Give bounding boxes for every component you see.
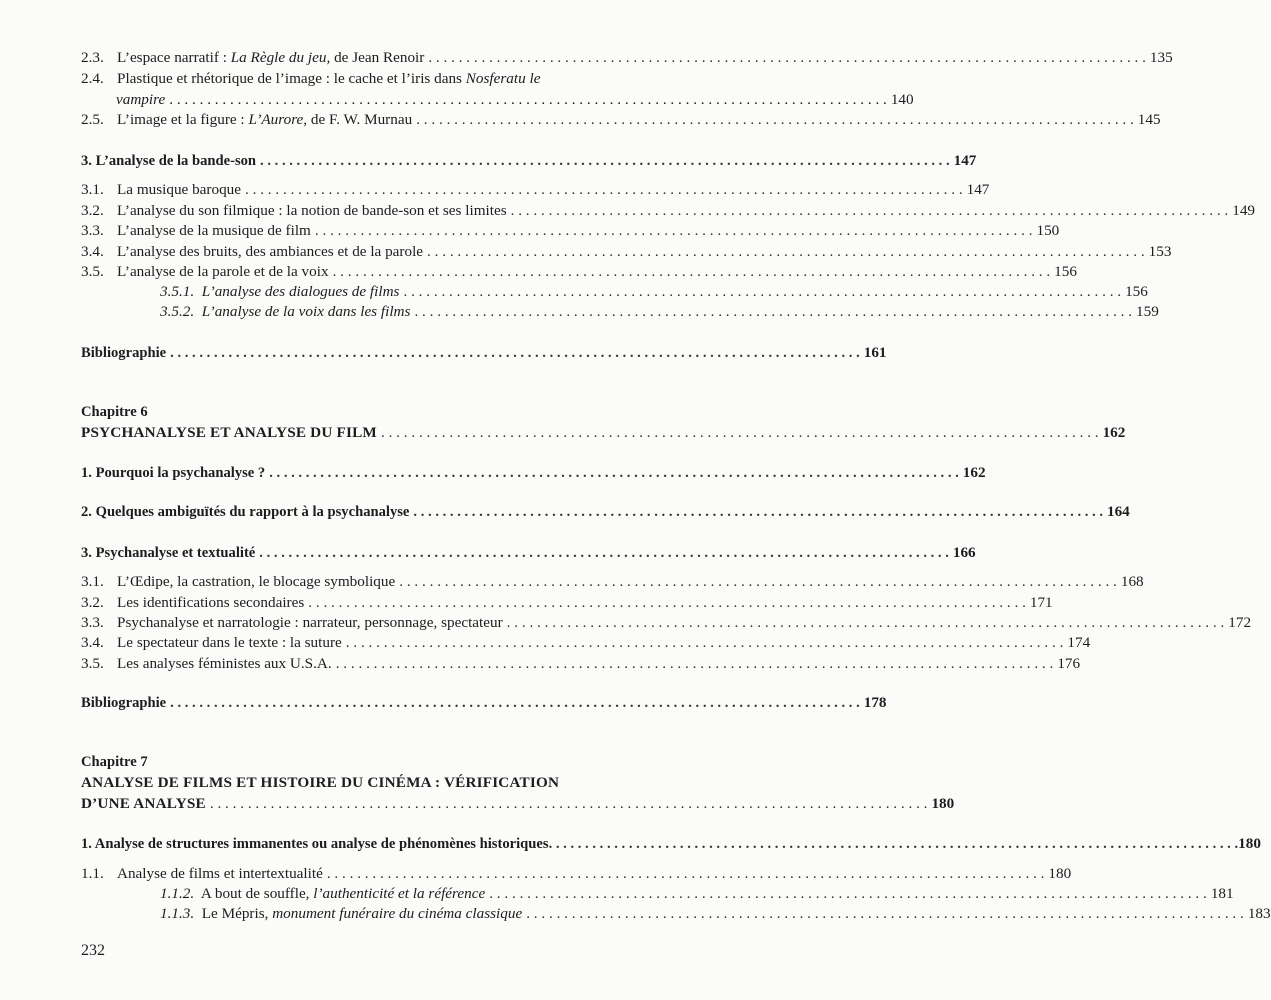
leader-dots xyxy=(511,201,1229,221)
toc-entry-3-4 xyxy=(81,242,1172,262)
page-ref: 140 xyxy=(890,91,914,108)
entry-text: 3.5.2. L’analyse de la voix dans les films xyxy=(160,303,411,320)
section-title: 2. Quelques ambiguïtés du rapport à la psychanalyse xyxy=(81,504,410,520)
page-ref: 178 xyxy=(863,694,887,711)
page-ref: 164 xyxy=(1106,503,1130,520)
entry-text: La musique baroque xyxy=(117,181,241,198)
entry-number: 3.3. xyxy=(81,614,104,631)
leader-dots xyxy=(269,463,959,483)
leader-dots xyxy=(403,282,1121,302)
leader-dots xyxy=(489,884,1207,904)
page-number: 232 xyxy=(81,942,105,959)
page-ref: 162 xyxy=(962,464,986,481)
page-ref: 166 xyxy=(952,544,976,561)
film-title: Le Mépris, xyxy=(194,905,273,922)
section-title: 3. L’analyse de la bande-son xyxy=(81,153,257,169)
toc-entry-6-3-4 xyxy=(81,633,1091,653)
leader-dots xyxy=(381,423,1099,443)
page-ref: 180 xyxy=(1238,835,1261,852)
leader-dots xyxy=(399,572,1117,592)
section-title: Bibliographie xyxy=(81,695,167,711)
entry-number: 2.5. xyxy=(81,111,104,128)
leader-dots xyxy=(414,302,1132,322)
film-title: Nosferatu le xyxy=(465,70,541,87)
chapter-7-label: Chapitre 7 xyxy=(81,754,148,770)
page-ref: 174 xyxy=(1067,634,1091,651)
entry-number: 2.3. xyxy=(81,49,104,66)
page-ref: 150 xyxy=(1036,222,1060,239)
chapter-6-heading xyxy=(81,423,1126,443)
toc-bibliography-5 xyxy=(81,343,887,363)
leader-dots xyxy=(333,262,1051,282)
page-ref: 162 xyxy=(1102,424,1126,441)
page-ref: 183 xyxy=(1247,905,1271,922)
entry-text: L’analyse de la musique de film xyxy=(117,222,311,239)
leader-dots xyxy=(327,864,1045,884)
leader-dots xyxy=(315,221,1033,241)
leader-dots xyxy=(210,794,928,814)
entry-text: L’analyse des bruits, des ambiances et de la parole xyxy=(117,243,424,260)
toc-entry-6-3-1 xyxy=(81,572,1144,592)
entry-text: Le spectateur dans le texte : la suture xyxy=(117,634,342,651)
leader-dots xyxy=(170,343,860,363)
page-ref: 145 xyxy=(1137,111,1161,128)
entry-number: 3.5. xyxy=(81,655,104,672)
toc-entry-3-2 xyxy=(81,201,1255,221)
leader-dots xyxy=(427,242,1145,262)
toc-entry-3-5 xyxy=(81,262,1077,282)
film-title: A bout de souffle, xyxy=(194,885,314,902)
toc-entry-2-4-continued xyxy=(116,90,914,110)
entry-number: 3.4. xyxy=(81,243,104,260)
page-ref: 147 xyxy=(966,181,990,198)
leader-dots xyxy=(308,593,1026,613)
leader-dots xyxy=(346,633,1064,653)
page-ref: 153 xyxy=(1148,243,1172,260)
toc-entry-7-1-1-2 xyxy=(160,884,1234,904)
chapter-title-line-2: D’UNE ANALYSE xyxy=(81,795,206,812)
entry-number: 1.1.3. xyxy=(160,905,195,922)
entry-text-end: de F. W. Murnau xyxy=(307,111,413,128)
toc-entry-7-1-1-3 xyxy=(160,904,1271,924)
toc-entry-3-3 xyxy=(81,221,1060,241)
film-title: L’Aurore, xyxy=(248,111,308,128)
toc-entry-3-5-1 xyxy=(160,282,1148,302)
entry-text: L’image et la figure : xyxy=(117,111,249,128)
page-ref: 168 xyxy=(1120,573,1144,590)
toc-entry-3-5-2 xyxy=(160,302,1159,322)
entry-text: L’espace narratif : xyxy=(117,49,231,66)
toc-entry-7-1-1 xyxy=(81,864,1072,884)
toc-entry-6-3-2 xyxy=(81,593,1053,613)
chapter-title: PSYCHANALYSE ET ANALYSE DU FILM xyxy=(81,424,377,441)
section-title: Bibliographie xyxy=(81,345,167,361)
entry-number: 3.2. xyxy=(81,202,104,219)
leader-dots xyxy=(259,543,949,563)
leader-dots xyxy=(413,502,1103,522)
page-ref: 149 xyxy=(1232,202,1255,219)
entry-number: 3.5. xyxy=(81,263,104,280)
film-title: La Règle du jeu, xyxy=(230,49,331,66)
section-title: 3. Psychanalyse et textualité xyxy=(81,545,256,561)
toc-bibliography-6 xyxy=(81,693,887,713)
page-ref: 135 xyxy=(1149,49,1173,66)
entry-text: 3.5.1. L’analyse des dialogues de films xyxy=(160,283,400,300)
entry-text: L’Œdipe, la castration, le blocage symbolique xyxy=(117,573,396,590)
entry-text: l’authenticité et la référence xyxy=(313,885,486,902)
entry-text-end: de Jean Renoir xyxy=(330,49,425,66)
entry-number: 3.2. xyxy=(81,594,104,611)
toc-entry-2-3 xyxy=(81,48,1173,68)
leader-dots xyxy=(428,48,1146,68)
page-ref: 159 xyxy=(1136,303,1159,320)
entry-text: L’analyse du son filmique : la notion de bande-son et ses limites xyxy=(117,202,507,219)
toc-entry-6-3-3 xyxy=(81,613,1252,633)
entry-text: Plastique et rhétorique de l’image : le cache et l’iris dans xyxy=(117,70,466,87)
leader-dots xyxy=(170,693,860,713)
toc-entry-2-4 xyxy=(81,69,616,89)
toc-entry-2-5 xyxy=(81,110,1161,130)
leader-dots xyxy=(507,613,1225,633)
section-title: 1. Analyse de structures immanentes ou analyse de phénomènes historiques xyxy=(81,836,549,852)
leader-dots xyxy=(260,151,950,171)
leader-dots xyxy=(169,90,887,110)
chapter-7-title-line-1: ANALYSE DE FILMS ET HISTOIRE DU CINÉMA : VÉRIFICATION xyxy=(81,774,560,791)
entry-text: Psychanalyse et narratologie : narrateur, personnage, spectateur xyxy=(117,614,503,631)
page-ref: 172 xyxy=(1228,614,1252,631)
entry-text: Les analyses féministes aux U.S.A. xyxy=(117,655,332,672)
page-ref: 171 xyxy=(1029,594,1053,611)
toc-chapter-7-section-1 xyxy=(81,834,1261,854)
toc-chapter-6-section-3 xyxy=(81,543,976,563)
page-ref: 156 xyxy=(1125,283,1148,300)
leader-dots xyxy=(549,834,1239,854)
page-ref: 180 xyxy=(931,795,955,812)
chapter-6-label: Chapitre 6 xyxy=(81,404,148,420)
entry-text: monument funéraire du cinéma classique xyxy=(272,905,523,922)
toc-section-3 xyxy=(81,151,977,171)
film-title-continued: vampire xyxy=(116,91,166,108)
entry-number: 3.1. xyxy=(81,181,104,198)
toc-chapter-6-section-1 xyxy=(81,463,986,483)
entry-number: 3.1. xyxy=(81,573,104,590)
entry-number: 3.4. xyxy=(81,634,104,651)
toc-chapter-6-section-2 xyxy=(81,502,1130,522)
leader-dots xyxy=(526,904,1244,924)
section-title: 1. Pourquoi la psychanalyse ? xyxy=(81,465,266,481)
leader-dots xyxy=(336,654,1054,674)
entry-text: Analyse de films et intertextualité xyxy=(117,865,323,882)
leader-dots xyxy=(416,110,1134,130)
page-ref: 147 xyxy=(953,152,977,169)
leader-dots xyxy=(245,180,963,200)
toc-entry-3-1 xyxy=(81,180,990,200)
entry-text: L’analyse de la parole et de la voix xyxy=(117,263,329,280)
entry-number: 1.1.2. xyxy=(160,885,195,902)
entry-text: Les identifications secondaires xyxy=(117,594,305,611)
chapter-7-heading xyxy=(81,794,955,814)
entry-number: 3.3. xyxy=(81,222,104,239)
entry-number: 1.1. xyxy=(81,865,104,882)
page-ref: 156 xyxy=(1054,263,1077,280)
page-ref: 181 xyxy=(1210,885,1234,902)
page-ref: 161 xyxy=(863,344,887,361)
page-ref: 180 xyxy=(1048,865,1072,882)
toc-entry-6-3-5 xyxy=(81,654,1081,674)
entry-number: 2.4. xyxy=(81,70,104,87)
page-ref: 176 xyxy=(1057,655,1081,672)
